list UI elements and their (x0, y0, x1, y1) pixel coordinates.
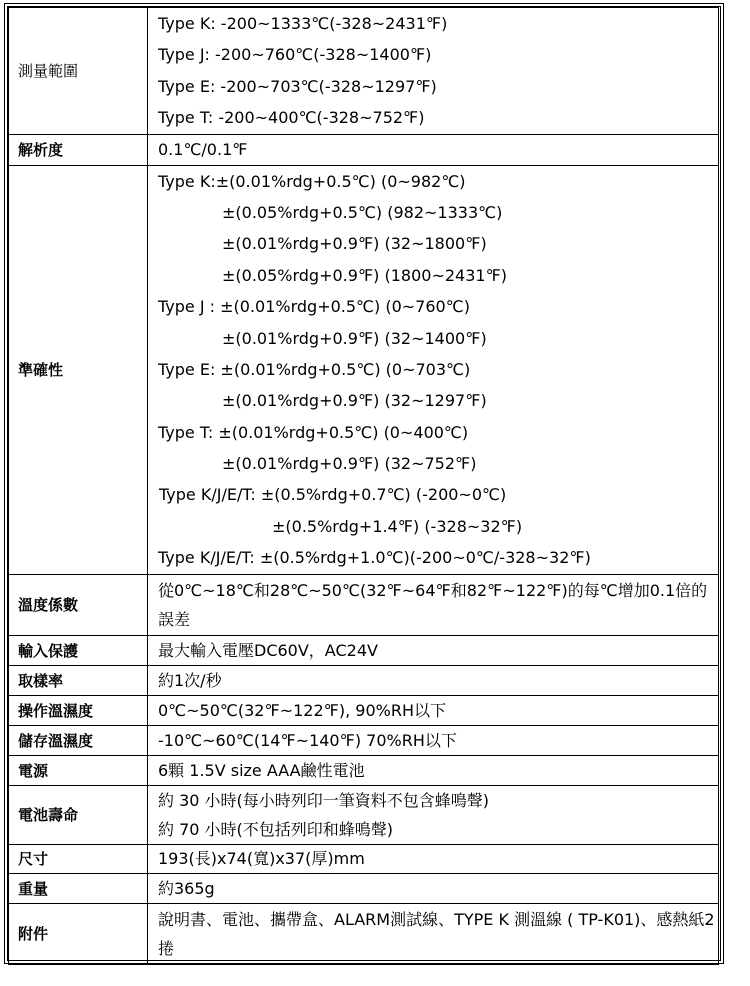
row-value (148, 134, 719, 165)
value-line: ±(0.01%rdg+0.9℉) (32~1800℉) (222, 234, 487, 254)
value-line: Type J : ±(0.01%rdg+0.5℃) (0~760℃) (158, 297, 470, 317)
value-line: ±(0.01%rdg+0.9℉) (32~1297℉) (222, 391, 487, 411)
row-value (148, 844, 719, 873)
row-label: 輸入保護 (9, 635, 148, 665)
value-line: 6顆 1.5V size AAA鹼性電池 (158, 760, 365, 780)
value-line: Type T: -200~400℃(-328~752℉) (158, 108, 425, 128)
spec-table (8, 7, 719, 965)
value-line: 約365g (158, 878, 215, 898)
value-line: Type K/J/E/T: ±(0.5%rdg+0.7℃) (-200~0℃) (159, 485, 507, 505)
table-row (9, 134, 719, 165)
row-label: 附件 (9, 903, 148, 964)
row-value (148, 635, 719, 665)
row-value (148, 785, 719, 844)
table-row (9, 635, 719, 665)
row-label: 準確性 (9, 165, 148, 574)
table-row (9, 873, 719, 903)
value-line: ±(0.01%rdg+0.9℉) (32~1400℉) (222, 328, 487, 348)
value-line: Type K: -200~1333℃(-328~2431℉) (158, 14, 448, 33)
value-line: ±(0.5%rdg+1.4℉) (-328~32℉) (272, 516, 523, 536)
value-text: 從0℃~18℃和28℃~50℃(32℉~64℉和82℉~122℉)的每℃增加0.1倍的誤差 (158, 580, 708, 629)
row-label: 電源 (9, 755, 148, 785)
row-value (148, 695, 719, 725)
row-value (148, 165, 719, 574)
value-line: Type E: ±(0.01%rdg+0.5℃) (0~703℃) (158, 359, 471, 379)
row-label: 重量 (9, 873, 148, 903)
row-label: 解析度 (9, 134, 148, 165)
value-line: 最大輸入電壓DC60V，AC24V (158, 640, 378, 660)
value-line: 約1次/秒 (158, 670, 222, 690)
table-row (9, 665, 719, 695)
row-label: 溫度係數 (9, 574, 148, 635)
row-value (148, 725, 719, 755)
row-label: 儲存溫濕度 (9, 725, 148, 755)
value-line: ±(0.05%rdg+0.9℉) (1800~2431℉) (222, 265, 508, 285)
value-line: Type J: -200~760℃(-328~1400℉) (158, 45, 432, 65)
table-row (9, 755, 719, 785)
value-line: ±(0.01%rdg+0.9℉) (32~752℉) (222, 454, 477, 474)
value-line: Type K/J/E/T: ±(0.5%rdg+1.0℃)(-200~0℃/-328~32℉) (158, 548, 591, 568)
table-row (9, 8, 719, 135)
value-line: -10℃~60℃(14℉~140℉) 70%RH以下 (158, 730, 457, 750)
row-label: 取樣率 (9, 665, 148, 695)
row-value (148, 755, 719, 785)
row-label: 操作溫濕度 (9, 695, 148, 725)
table-row (9, 785, 719, 844)
table-row (9, 903, 719, 964)
row-value (148, 873, 719, 903)
row-label: 測量範圍 (9, 8, 148, 135)
row-value (148, 8, 719, 135)
value-line: 0.1℃/0.1℉ (158, 139, 248, 159)
table-row (9, 165, 719, 574)
value-line: 0℃~50℃(32℉~122℉), 90%RH以下 (158, 700, 447, 720)
table-row (9, 725, 719, 755)
value-text: 說明書、電池、攜帶盒、ALARM測試線、TYPE K 測溫線 ( TP-K01)、感熱紙2捲 (158, 909, 715, 958)
row-value (148, 574, 719, 635)
value-line: 約 30 小時(每小時列印一筆資料不包含蜂鳴聲) (158, 790, 490, 810)
table-row (9, 574, 719, 635)
row-label: 電池壽命 (9, 785, 148, 844)
table-row (9, 844, 719, 873)
table-row (9, 695, 719, 725)
row-label: 尺寸 (9, 844, 148, 873)
value-line: Type E: -200~703℃(-328~1297℉) (158, 76, 437, 96)
value-line: 約 70 小時(不包括列印和蜂鳴聲) (158, 819, 394, 839)
value-line: Type T: ±(0.01%rdg+0.5℃) (0~400℃) (158, 422, 469, 442)
value-line: 193(長)x74(寬)x37(厚)mm (158, 848, 365, 868)
row-value (148, 665, 719, 695)
row-value (148, 903, 719, 964)
value-line: Type K:±(0.01%rdg+0.5℃) (0~982℃) (158, 171, 466, 191)
value-line: ±(0.05%rdg+0.5℃) (982~1333℃) (222, 202, 503, 222)
